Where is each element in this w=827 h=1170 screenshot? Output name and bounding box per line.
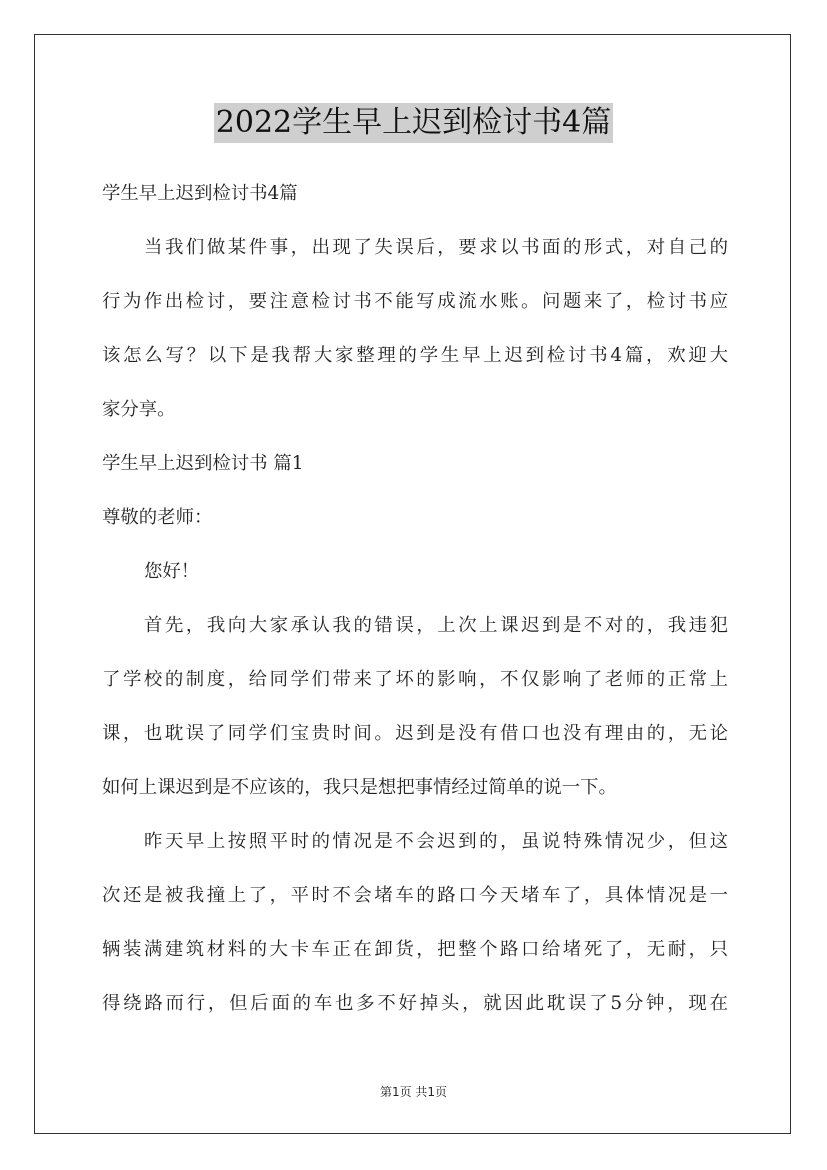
intro-line-2: 行为作出检讨，要注意检讨书不能写成流水账。问题来了，检讨书应 [102,291,728,312]
paragraph-1-line-3: 课，也耽误了同学们宝贵时间。迟到是没有借口也没有理由的，无论 [102,723,728,744]
paragraph-1-line-4: 如何上课迟到是不应该的，我只是想把事情经过简单的说一下。 [102,777,617,798]
intro-line-1: 当我们做某件事，出现了失误后，要求以书面的形式，对自己的 [144,237,728,258]
greeting: 您好！ [144,561,200,582]
title-container [0,103,827,143]
paragraph-1-line-2: 了学校的制度，给同学们带来了坏的影响，不仅影响了老师的正常上 [102,669,728,690]
paragraph-2-line-4: 得绕路而行，但后面的车也多不好掉头，就因此耽误了5分钟，现在 [102,993,728,1014]
paragraph-2-line-3: 辆装满建筑材料的大卡车正在卸货，把整个路口给堵死了，无耐，只 [102,939,728,960]
paragraph-2-line-1: 昨天早上按照平时的情况是不会迟到的，虽说特殊情况少，但这 [144,831,728,852]
section-heading: 学生早上迟到检讨书 篇1 [102,453,304,474]
intro-line-4: 家分享。 [102,399,176,420]
salutation: 尊敬的老师： [102,507,213,528]
paragraph-2-line-2: 次还是被我撞上了，平时不会堵车的路口今天堵车了，具体情况是一 [102,885,728,906]
page-footer: 第1页 共1页 [379,1085,448,1099]
document-title: 2022学生早上迟到检讨书4篇 [214,103,613,143]
document-subtitle: 学生早上迟到检讨书4篇 [102,183,298,204]
paragraph-1-line-1: 首先，我向大家承认我的错误，上次上课迟到是不对的，我违犯 [144,615,728,636]
intro-line-3: 该怎么写？以下是我帮大家整理的学生早上迟到检讨书4篇，欢迎大 [102,345,728,366]
